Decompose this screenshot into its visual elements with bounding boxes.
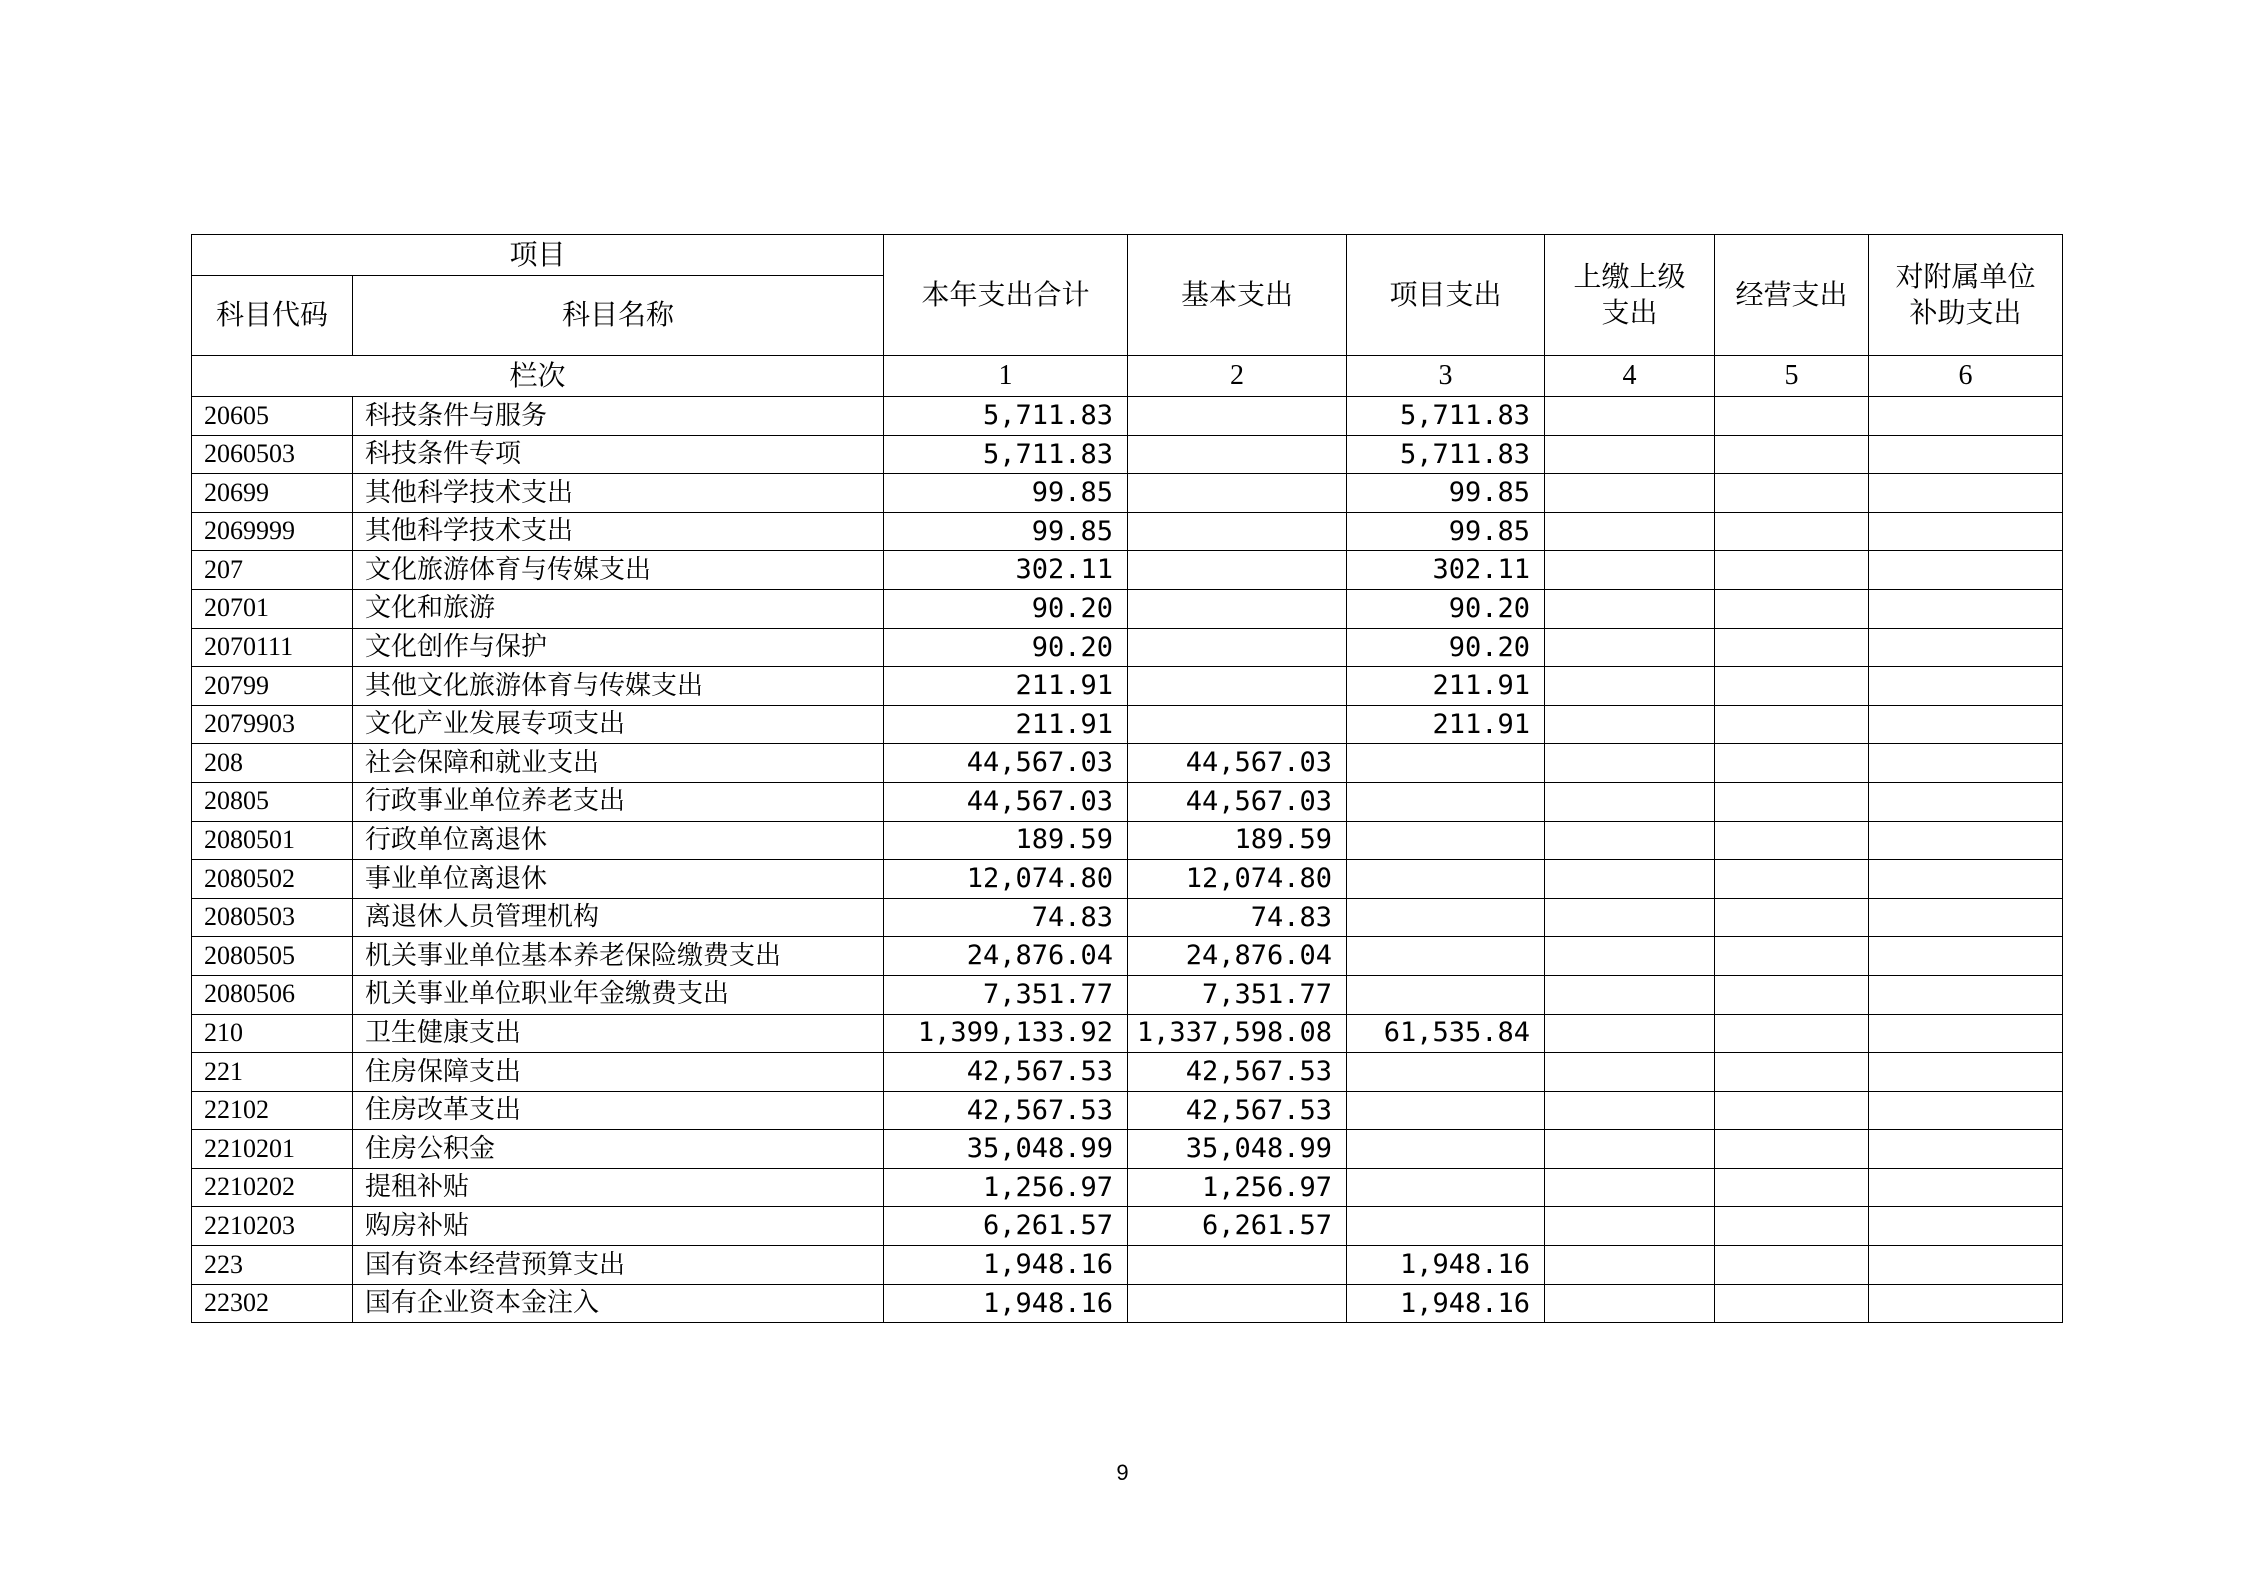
row-total: 1,256.97 — [884, 1168, 1128, 1207]
table-row — [192, 667, 2063, 706]
row-total: 74.83 — [884, 898, 1128, 937]
row-subsidy — [1869, 1246, 2063, 1285]
row-name: 文化产业发展专项支出 — [353, 705, 884, 744]
row-subsidy — [1869, 1091, 2063, 1130]
row-total: 90.20 — [884, 628, 1128, 667]
row-subsidy — [1869, 589, 2063, 628]
row-code: 221 — [192, 1053, 353, 1092]
row-total: 42,567.53 — [884, 1091, 1128, 1130]
row-remit — [1545, 782, 1715, 821]
row-project: 302.11 — [1347, 551, 1545, 590]
row-basic: 1,256.97 — [1128, 1168, 1347, 1207]
row-remit — [1545, 1246, 1715, 1285]
row-remit — [1545, 1207, 1715, 1246]
row-code: 2080505 — [192, 937, 353, 976]
page-number: 9 — [1116, 1460, 1129, 1485]
row-basic: 6,261.57 — [1128, 1207, 1347, 1246]
row-operating — [1715, 589, 1869, 628]
row-remit — [1545, 975, 1715, 1014]
row-total: 35,048.99 — [884, 1130, 1128, 1169]
row-remit — [1545, 1130, 1715, 1169]
row-code: 20699 — [192, 474, 353, 513]
row-subsidy — [1869, 821, 2063, 860]
row-name: 国有资本经营预算支出 — [353, 1246, 884, 1285]
header-name: 科目名称 — [353, 276, 884, 356]
row-subsidy — [1869, 435, 2063, 474]
row-basic: 42,567.53 — [1128, 1091, 1347, 1130]
row-total: 6,261.57 — [884, 1207, 1128, 1246]
row-basic — [1128, 397, 1347, 436]
row-subsidy — [1869, 975, 2063, 1014]
row-operating — [1715, 898, 1869, 937]
row-basic — [1128, 1284, 1347, 1323]
row-code: 22302 — [192, 1284, 353, 1323]
row-basic: 24,876.04 — [1128, 937, 1347, 976]
row-basic: 44,567.03 — [1128, 744, 1347, 783]
row-name: 离退休人员管理机构 — [353, 898, 884, 937]
row-subsidy — [1869, 1207, 2063, 1246]
row-remit — [1545, 1053, 1715, 1092]
row-project — [1347, 821, 1545, 860]
row-code: 20605 — [192, 397, 353, 436]
row-project — [1347, 898, 1545, 937]
row-basic: 1,337,598.08 — [1128, 1014, 1347, 1053]
row-code: 20805 — [192, 782, 353, 821]
row-operating — [1715, 512, 1869, 551]
row-basic — [1128, 551, 1347, 590]
header-project: 项目支出 — [1347, 235, 1545, 356]
row-operating — [1715, 435, 1869, 474]
row-remit — [1545, 512, 1715, 551]
row-basic: 7,351.77 — [1128, 975, 1347, 1014]
row-name: 机关事业单位职业年金缴费支出 — [353, 975, 884, 1014]
row-basic — [1128, 1246, 1347, 1285]
row-total: 44,567.03 — [884, 744, 1128, 783]
row-remit — [1545, 744, 1715, 783]
row-remit — [1545, 1091, 1715, 1130]
row-basic — [1128, 589, 1347, 628]
row-code: 2080503 — [192, 898, 353, 937]
row-total: 5,711.83 — [884, 435, 1128, 474]
table-row — [192, 860, 2063, 899]
row-basic — [1128, 628, 1347, 667]
row-total: 1,399,133.92 — [884, 1014, 1128, 1053]
row-project: 5,711.83 — [1347, 435, 1545, 474]
row-operating — [1715, 744, 1869, 783]
row-code: 223 — [192, 1246, 353, 1285]
header-basic: 基本支出 — [1128, 235, 1347, 356]
row-name: 文化创作与保护 — [353, 628, 884, 667]
row-basic: 44,567.03 — [1128, 782, 1347, 821]
row-code: 2210203 — [192, 1207, 353, 1246]
table-row — [192, 705, 2063, 744]
row-subsidy — [1869, 397, 2063, 436]
row-operating — [1715, 705, 1869, 744]
row-code: 2210201 — [192, 1130, 353, 1169]
row-total: 12,074.80 — [884, 860, 1128, 899]
row-total: 5,711.83 — [884, 397, 1128, 436]
row-name: 事业单位离退休 — [353, 860, 884, 899]
row-operating — [1715, 1284, 1869, 1323]
row-remit — [1545, 551, 1715, 590]
row-remit — [1545, 474, 1715, 513]
row-basic: 12,074.80 — [1128, 860, 1347, 899]
table-row — [192, 1284, 2063, 1323]
row-code: 2080502 — [192, 860, 353, 899]
row-total: 7,351.77 — [884, 975, 1128, 1014]
row-operating — [1715, 551, 1869, 590]
row-project: 99.85 — [1347, 512, 1545, 551]
row-code: 20701 — [192, 589, 353, 628]
row-basic — [1128, 435, 1347, 474]
row-name: 其他科学技术支出 — [353, 512, 884, 551]
row-name: 其他科学技术支出 — [353, 474, 884, 513]
table-row — [192, 1207, 2063, 1246]
row-total: 1,948.16 — [884, 1246, 1128, 1285]
row-project: 5,711.83 — [1347, 397, 1545, 436]
row-project: 90.20 — [1347, 628, 1545, 667]
row-basic: 35,048.99 — [1128, 1130, 1347, 1169]
row-project — [1347, 937, 1545, 976]
row-subsidy — [1869, 1168, 2063, 1207]
table-row — [192, 975, 2063, 1014]
row-basic: 42,567.53 — [1128, 1053, 1347, 1092]
row-subsidy — [1869, 667, 2063, 706]
row-project — [1347, 782, 1545, 821]
row-project: 90.20 — [1347, 589, 1545, 628]
row-project: 61,535.84 — [1347, 1014, 1545, 1053]
row-remit — [1545, 1168, 1715, 1207]
table-row — [192, 512, 2063, 551]
row-subsidy — [1869, 937, 2063, 976]
header-subsidy: 对附属单位补助支出 — [1869, 235, 2063, 356]
row-subsidy — [1869, 1130, 2063, 1169]
row-basic: 74.83 — [1128, 898, 1347, 937]
row-name: 住房保障支出 — [353, 1053, 884, 1092]
row-name: 文化旅游体育与传媒支出 — [353, 551, 884, 590]
column-index-1: 1 — [884, 356, 1128, 397]
row-operating — [1715, 1130, 1869, 1169]
row-subsidy — [1869, 782, 2063, 821]
row-operating — [1715, 1207, 1869, 1246]
row-operating — [1715, 860, 1869, 899]
table-row — [192, 1091, 2063, 1130]
row-remit — [1545, 589, 1715, 628]
row-project: 211.91 — [1347, 667, 1545, 706]
row-total: 1,948.16 — [884, 1284, 1128, 1323]
column-index-2: 2 — [1128, 356, 1347, 397]
row-total: 189.59 — [884, 821, 1128, 860]
row-name: 购房补贴 — [353, 1207, 884, 1246]
row-name: 行政事业单位养老支出 — [353, 782, 884, 821]
row-total: 302.11 — [884, 551, 1128, 590]
row-project — [1347, 744, 1545, 783]
row-remit — [1545, 667, 1715, 706]
row-total: 211.91 — [884, 705, 1128, 744]
row-project: 211.91 — [1347, 705, 1545, 744]
row-remit — [1545, 705, 1715, 744]
row-project — [1347, 1130, 1545, 1169]
row-code: 207 — [192, 551, 353, 590]
header-total: 本年支出合计 — [884, 235, 1128, 356]
row-project: 1,948.16 — [1347, 1284, 1545, 1323]
row-subsidy — [1869, 1014, 2063, 1053]
column-index-5: 5 — [1715, 356, 1869, 397]
row-total: 42,567.53 — [884, 1053, 1128, 1092]
row-total: 99.85 — [884, 474, 1128, 513]
row-remit — [1545, 1014, 1715, 1053]
row-code: 208 — [192, 744, 353, 783]
row-code: 2060503 — [192, 435, 353, 474]
table-row — [192, 1130, 2063, 1169]
row-code: 2079903 — [192, 705, 353, 744]
row-remit — [1545, 1284, 1715, 1323]
row-code: 2069999 — [192, 512, 353, 551]
table-row — [192, 937, 2063, 976]
row-name: 科技条件专项 — [353, 435, 884, 474]
header-item-group: 项目 — [192, 235, 884, 276]
table-row — [192, 474, 2063, 513]
row-project — [1347, 1168, 1545, 1207]
table-row — [192, 782, 2063, 821]
column-index-label: 栏次 — [192, 356, 884, 397]
row-operating — [1715, 782, 1869, 821]
row-operating — [1715, 474, 1869, 513]
row-project: 1,948.16 — [1347, 1246, 1545, 1285]
row-subsidy — [1869, 744, 2063, 783]
row-operating — [1715, 628, 1869, 667]
row-name: 科技条件与服务 — [353, 397, 884, 436]
row-code: 2070111 — [192, 628, 353, 667]
row-subsidy — [1869, 1053, 2063, 1092]
table-row — [192, 1246, 2063, 1285]
row-subsidy — [1869, 551, 2063, 590]
row-project — [1347, 1091, 1545, 1130]
row-subsidy — [1869, 512, 2063, 551]
row-operating — [1715, 937, 1869, 976]
row-name: 住房改革支出 — [353, 1091, 884, 1130]
row-operating — [1715, 975, 1869, 1014]
row-name: 卫生健康支出 — [353, 1014, 884, 1053]
table-row — [192, 744, 2063, 783]
row-code: 2080501 — [192, 821, 353, 860]
table-row — [192, 1168, 2063, 1207]
row-total: 24,876.04 — [884, 937, 1128, 976]
row-name: 文化和旅游 — [353, 589, 884, 628]
row-subsidy — [1869, 860, 2063, 899]
table-row — [192, 589, 2063, 628]
row-name: 其他文化旅游体育与传媒支出 — [353, 667, 884, 706]
row-operating — [1715, 1246, 1869, 1285]
row-subsidy — [1869, 705, 2063, 744]
row-operating — [1715, 821, 1869, 860]
header-code: 科目代码 — [192, 276, 353, 356]
row-operating — [1715, 1168, 1869, 1207]
table-row — [192, 1053, 2063, 1092]
row-operating — [1715, 1053, 1869, 1092]
table-row — [192, 435, 2063, 474]
column-index-4: 4 — [1545, 356, 1715, 397]
row-basic — [1128, 474, 1347, 513]
row-basic: 189.59 — [1128, 821, 1347, 860]
row-basic — [1128, 667, 1347, 706]
table-row — [192, 628, 2063, 667]
header-operating: 经营支出 — [1715, 235, 1869, 356]
row-subsidy — [1869, 898, 2063, 937]
column-index-6: 6 — [1869, 356, 2063, 397]
column-index-3: 3 — [1347, 356, 1545, 397]
row-total: 44,567.03 — [884, 782, 1128, 821]
row-remit — [1545, 821, 1715, 860]
row-operating — [1715, 1091, 1869, 1130]
row-code: 20799 — [192, 667, 353, 706]
row-basic — [1128, 705, 1347, 744]
row-remit — [1545, 435, 1715, 474]
row-name: 国有企业资本金注入 — [353, 1284, 884, 1323]
row-name: 机关事业单位基本养老保险缴费支出 — [353, 937, 884, 976]
row-remit — [1545, 397, 1715, 436]
row-project — [1347, 860, 1545, 899]
header-remit: 上缴上级支出 — [1545, 235, 1715, 356]
row-project: 99.85 — [1347, 474, 1545, 513]
row-subsidy — [1869, 1284, 2063, 1323]
expenditure-table — [191, 234, 2063, 1323]
row-project — [1347, 975, 1545, 1014]
row-basic — [1128, 512, 1347, 551]
row-subsidy — [1869, 628, 2063, 667]
row-code: 2080506 — [192, 975, 353, 1014]
table-row — [192, 1014, 2063, 1053]
table-row — [192, 898, 2063, 937]
row-total: 99.85 — [884, 512, 1128, 551]
row-remit — [1545, 628, 1715, 667]
table-row — [192, 821, 2063, 860]
row-total: 211.91 — [884, 667, 1128, 706]
row-total: 90.20 — [884, 589, 1128, 628]
row-subsidy — [1869, 474, 2063, 513]
row-name: 社会保障和就业支出 — [353, 744, 884, 783]
row-project — [1347, 1207, 1545, 1246]
row-code: 210 — [192, 1014, 353, 1053]
row-operating — [1715, 1014, 1869, 1053]
row-name: 住房公积金 — [353, 1130, 884, 1169]
row-operating — [1715, 397, 1869, 436]
row-code: 22102 — [192, 1091, 353, 1130]
row-code: 2210202 — [192, 1168, 353, 1207]
row-name: 行政单位离退休 — [353, 821, 884, 860]
row-project — [1347, 1053, 1545, 1092]
row-remit — [1545, 860, 1715, 899]
table-row — [192, 397, 2063, 436]
row-name: 提租补贴 — [353, 1168, 884, 1207]
row-remit — [1545, 898, 1715, 937]
table-row — [192, 551, 2063, 590]
row-operating — [1715, 667, 1869, 706]
row-remit — [1545, 937, 1715, 976]
